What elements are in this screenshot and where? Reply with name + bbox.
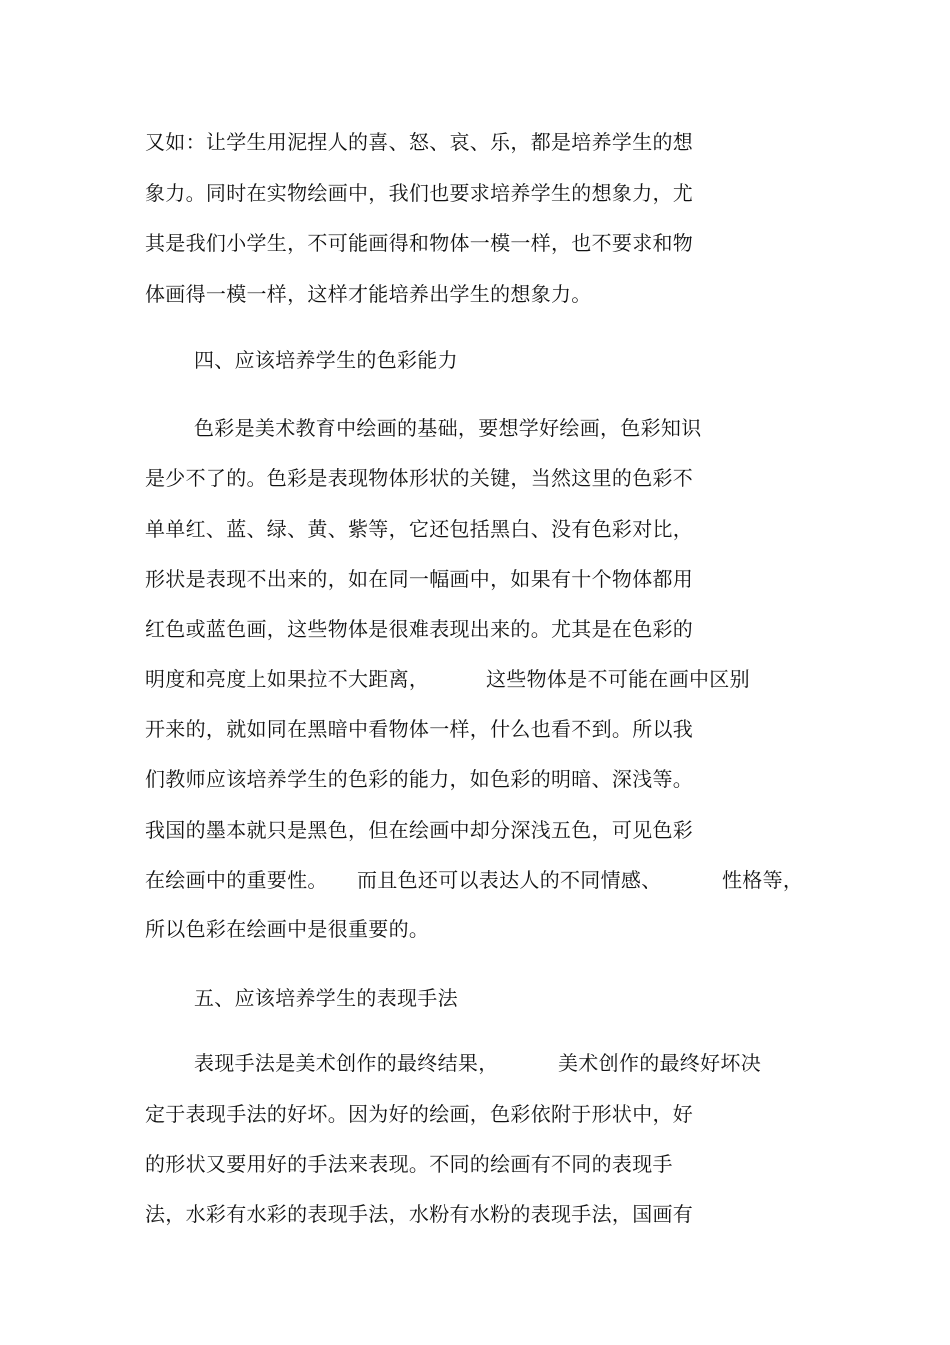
paragraph-line: 色彩是美术教育中绘画的基础，要想学好绘画，色彩知识 [194,416,702,440]
paragraph-line: 的形状又要用好的手法来表现。不同的绘画有不同的表现手 [145,1152,673,1176]
paragraph-line: 形状是表现不出来的，如在同一幅画中，如果有十个物体都用 [145,567,694,591]
paragraph-line: 其是我们小学生，不可能画得和物体一模一样，也不要求和物 [145,231,694,255]
paragraph-line: 所以色彩在绘画中是很重要的。 [145,917,430,941]
paragraph-line: 我国的墨本就只是黑色，但在绘画中却分深浅五色，可见色彩 [145,818,694,842]
paragraph-line-part: 而且色还可以表达人的不同情感、 [357,868,662,892]
paragraph-line: 单单红、蓝、绿、黄、紫等，它还包括黑白、没有色彩对比， [145,517,694,541]
paragraph-line-part: 在绘画中的重要性。 [145,868,328,892]
section-heading-5: 五、应该培养学生的表现手法 [194,986,458,1010]
paragraph-line: 体画得一模一样，这样才能培养出学生的想象力。 [145,282,592,306]
paragraph-line: 象力。同时在实物绘画中，我们也要求培养学生的想象力，尤 [145,181,694,205]
paragraph-line: 开来的，就如同在黑暗中看物体一样，什么也看不到。所以我 [145,717,694,741]
paragraph-line-part: 美术创作的最终好坏决 [558,1051,761,1075]
section-heading-4: 四、应该培养学生的色彩能力 [194,348,458,372]
paragraph-line: 定于表现手法的好坏。因为好的绘画，色彩依附于形状中，好 [145,1102,694,1126]
paragraph-line: 法，水彩有水彩的表现手法，水粉有水粉的表现手法，国画有 [145,1202,694,1226]
paragraph-line-part: 性格等， [722,868,804,892]
paragraph-line: 红色或蓝色画，这些物体是很难表现出来的。尤其是在色彩的 [145,617,694,641]
paragraph-line: 又如：让学生用泥捏人的喜、怒、哀、乐，都是培养学生的想 [145,130,694,154]
paragraph-line: 们教师应该培养学生的色彩的能力，如色彩的明暗、深浅等。 [145,767,694,791]
paragraph-line: 是少不了的。色彩是表现物体形状的关键，当然这里的色彩不 [145,466,694,490]
paragraph-line-part: 表现手法是美术创作的最终结果， [194,1051,499,1075]
paragraph-line-part: 这些物体是不可能在画中区别 [486,667,750,691]
paragraph-line-part: 明度和亮度上如果拉不大距离， [145,667,430,691]
